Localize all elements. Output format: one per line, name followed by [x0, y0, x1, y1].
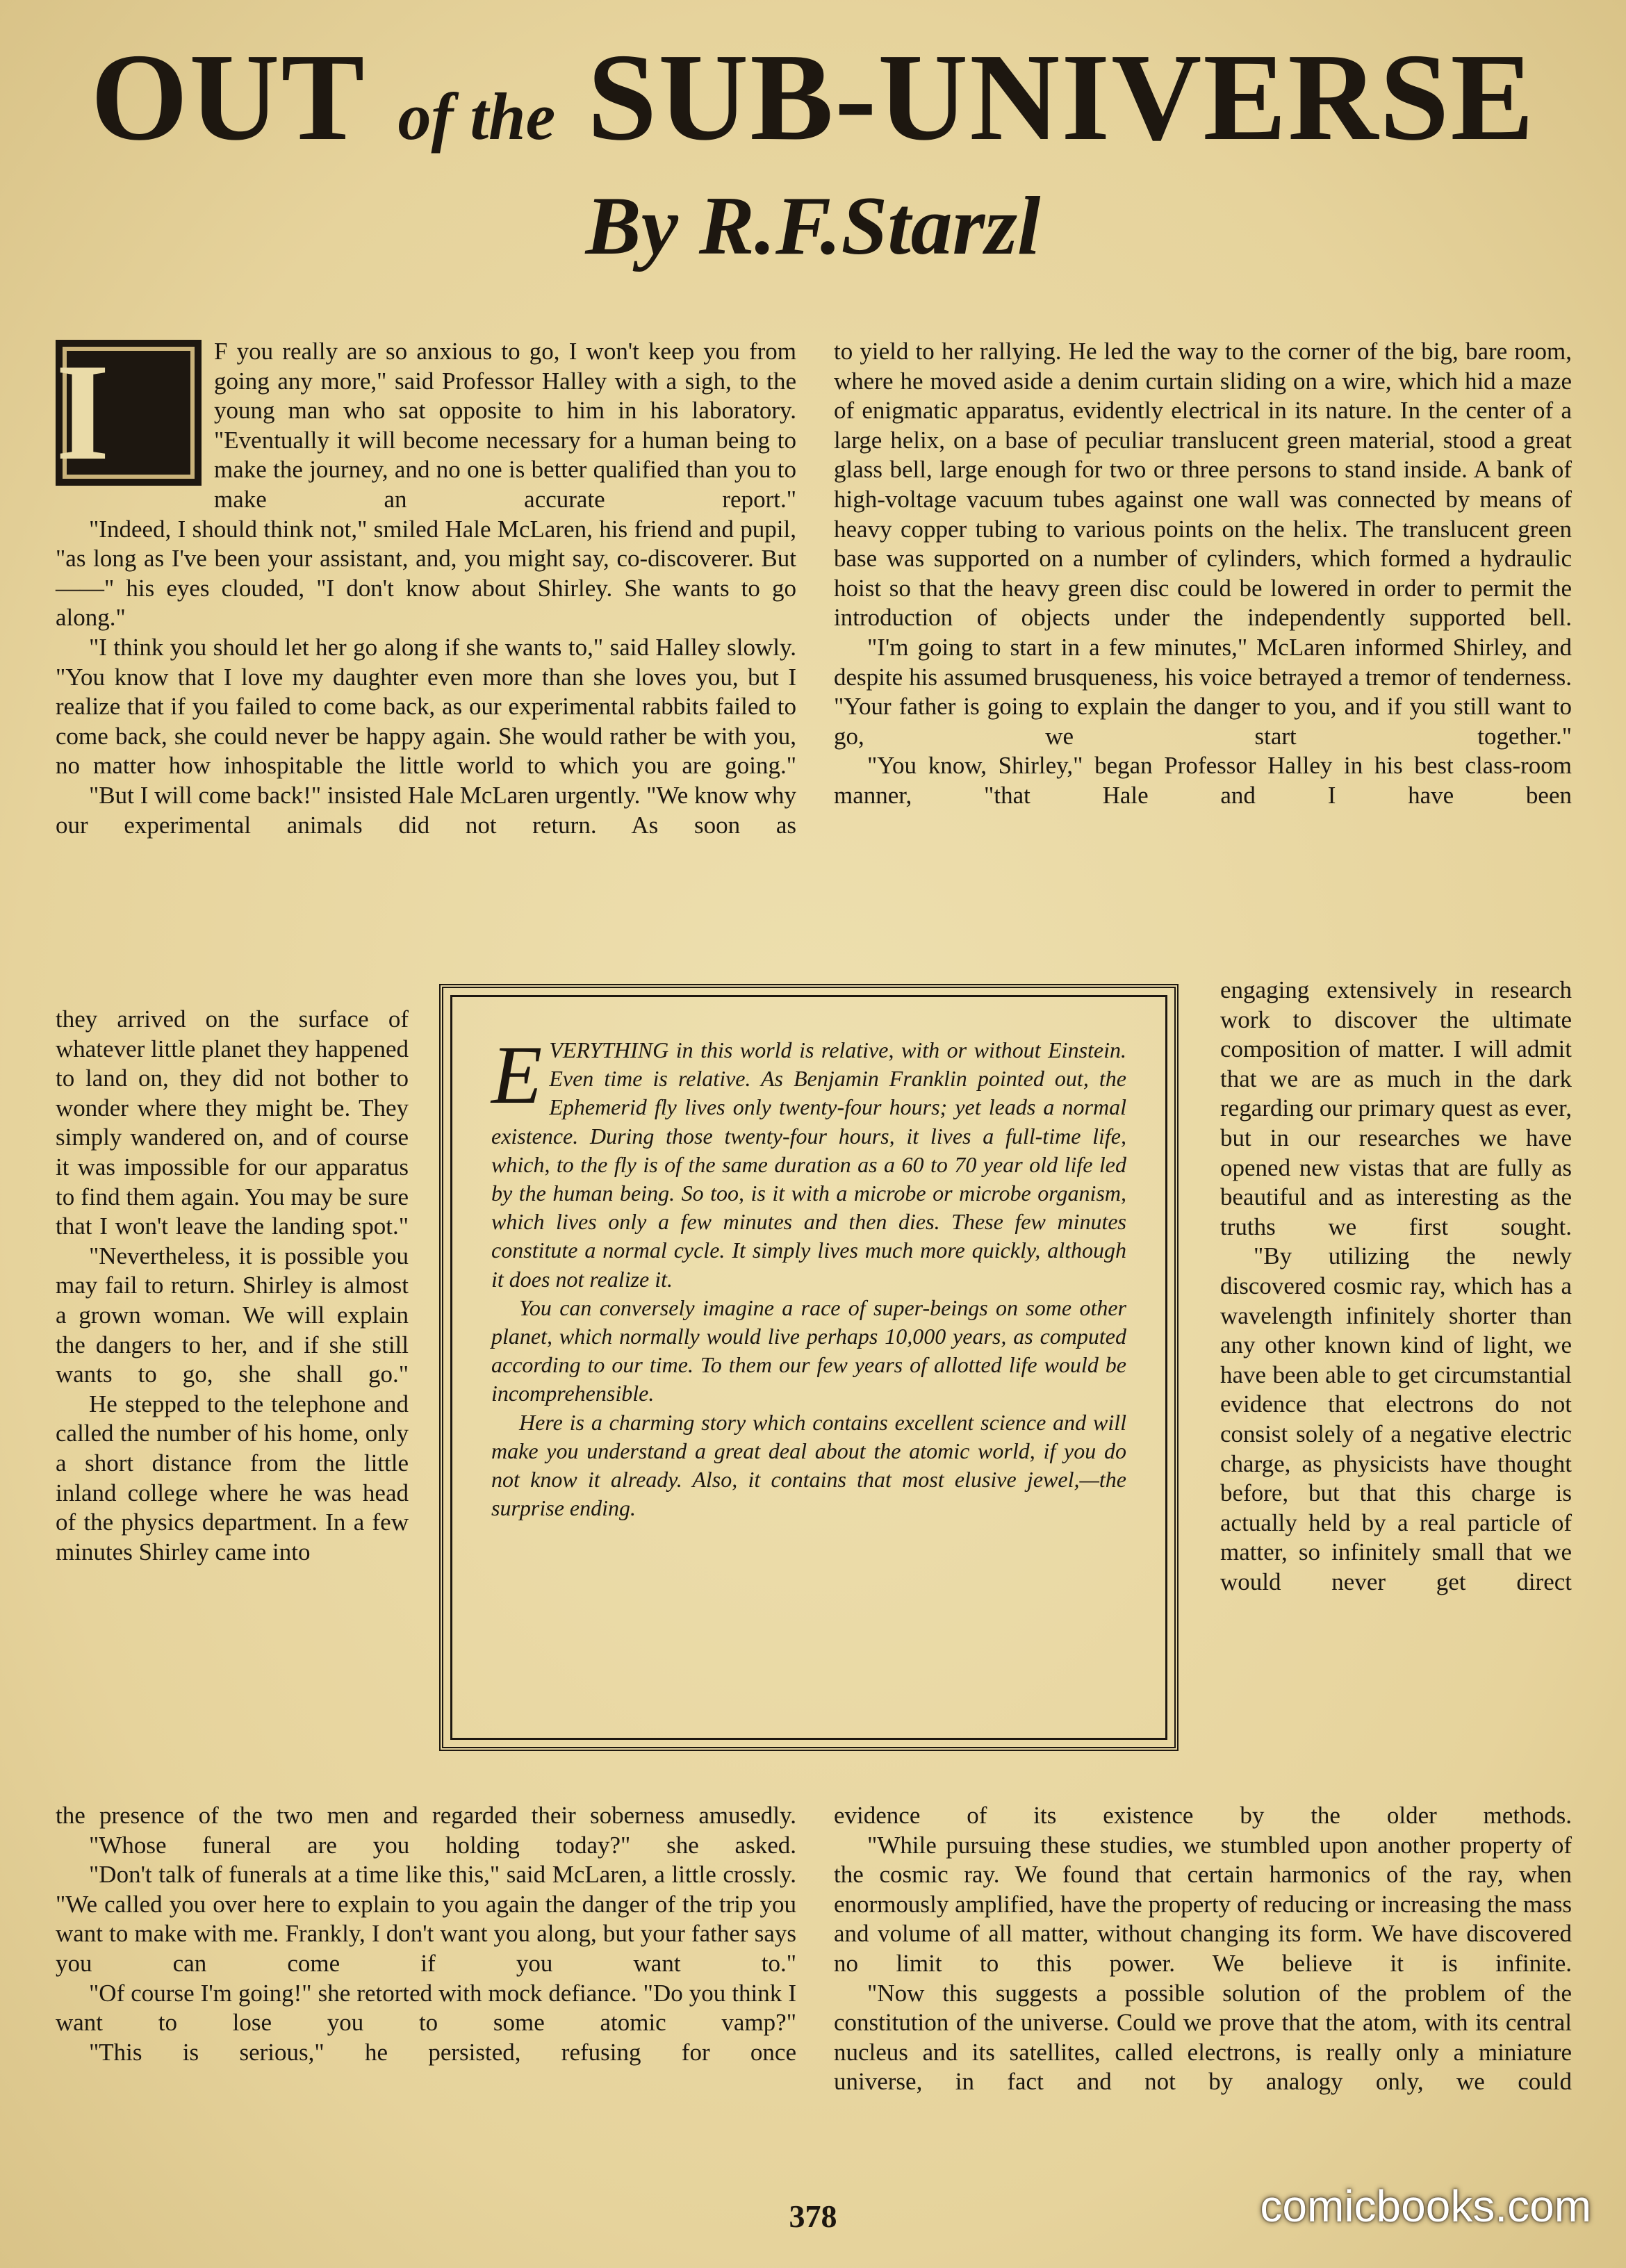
title-sub-universe: SUB-UNIVERSE [587, 28, 1536, 166]
paragraph: evidence of its existence by the older methods. [834, 1802, 1572, 1829]
paragraph: "I think you should let her go along if she wants to," said Halley slowly. "You know that I love my daughter even more than she loves you, but I realize that if you failed to come back, as our experimental rabbits failed to come back, she could never be happy again. She would rather be with you, no matter how inhospitable the little world to which you are going." [56, 633, 796, 780]
story-title [0, 28, 1626, 167]
paragraph: engaging extensively in research work to discover the ultimate composition of matter. I will admit that we are as much in the dark regarding our primary quest as ever, but in our researches we have opened new vistas that are fully as beautiful and as interesting as the truths we first sought. [1220, 976, 1572, 1240]
watermark-logo: comicbooks.com [1260, 2181, 1591, 2231]
paragraph: they arrived on the surface of whatever little planet they happened to land on, they did not bother to wonder where they might be. They simply wandered on, and of course it was impossible for our apparatus to find them again. You may be sure that I won't leave the landing spot." [56, 1005, 409, 1240]
paragraph: "Indeed, I should think not," smiled Hale McLaren, his friend and pupil, "as long as I've been your assistant, and, you might say, co-discoverer. But ——" his eyes clouded, "I don't know about Shirley. She wants to go along." [56, 515, 796, 632]
paragraph: He stepped to the telephone and called the number of his home, only a short distance from the little inland college where he was head of the physics department. In a few minutes Shirley came into [56, 1390, 409, 1566]
right-column-narrow [1220, 976, 1572, 1800]
box-dropcap: E [491, 1028, 543, 1121]
paragraph: Here is a charming story which contains excellent science and will make you understand a great deal about the atomic world, if you do not know it already. Also, it contains that most elusive jewel,—the surprise ending. [491, 1409, 1126, 1521]
right-column-bottom [834, 1801, 1572, 2190]
byline: By R.F.Starzl [585, 179, 1041, 272]
paragraph: "Whose funeral are you holding today?" she asked. [89, 1831, 796, 1859]
editorial-introduction-text [450, 995, 1167, 1740]
box-paragraph-text: VERYTHING in this world is relative, with or without Einstein. Even time is relative. As Benjamin Franklin pointed out, the Ephemerid fly lives only twenty-four hours; yet leads a normal existence. During those twenty-four hours, it lives a full-time life, which, to the fly is of the same duration as a 60 to 70 year old life led by the human being. So too, is it with a microbe or microbe organism, which lives only a few minutes and then dies. These few minutes constitute a normal cycle. It simply lives much more quickly, although it does not realize it. [491, 1037, 1126, 1292]
right-column-top [834, 337, 1572, 976]
paragraph: "Now this suggests a possible solution of the problem of the constitution of the universe. Could we prove that the atom, with its central nucleus and its satellites, called electrons, is really only a miniature universe, in fact and not by analogy only, we could [834, 1979, 1572, 2096]
title-of-the: of the [397, 79, 556, 154]
paragraph: You can conversely imagine a race of super-beings on some other planet, which normally would live perhaps 10,000 years, as computed according to our time. To them our few years of allotted life would be incomprehensible. [491, 1295, 1126, 1406]
paragraph: the presence of the two men and regarded their soberness amusedly. [56, 1802, 796, 1829]
paragraph: "While pursuing these studies, we stumbled upon another property of the cosmic ray. We found that certain harmonics of the ray, when enormously amplified, have the property of reducing or increasing the mass and volume of all matter, without changing its form. We have discovered no limit to this power. We believe it is infinite. [834, 1831, 1572, 1977]
editorial-introduction-box [439, 984, 1179, 1751]
left-column-narrow [56, 1005, 409, 1800]
dropcap-letter: I [56, 340, 202, 486]
paragraph: "But I will come back!" insisted Hale McLaren urgently. "We know why our experimental animals did not return. As soon as [56, 781, 796, 839]
paragraph: "Of course I'm going!" she retorted with mock defiance. "Do you think I want to lose you to some atomic vamp?" [56, 1979, 796, 2037]
paragraph: to yield to her rallying. He led the way to the corner of the big, bare room, where he moved aside a denim curtain sliding on a wire, which hid a maze of enigmatic apparatus, evidently electrical in its nature. In the center of a large helix, on a base of peculiar translucent green material, stood a great glass bell, large enough for two or three persons to stand inside. A bank of high-voltage vacuum tubes against one wall was connected by means of heavy copper tubing to various points on the helix. The translucent green base was supported on a number of cylinders, which formed a hydraulic hoist so that the heavy green disc could be lowered in order to permit the introduction of objects under the independently supported bell. [834, 338, 1572, 632]
left-column-bottom [56, 1801, 796, 2190]
left-column-top [56, 337, 796, 1004]
title-out: OUT [90, 28, 366, 166]
paragraph: "Nevertheless, it is possible you may fail to return. Shirley is almost a grown woman. We will explain the dangers to her, and if she still wants to go, she shall go." [56, 1242, 409, 1388]
paragraph [491, 1028, 1126, 1294]
page-number: 378 [789, 2199, 837, 2234]
paragraph: "By utilizing the newly discovered cosmic ray, which has a wavelength infinitely shorter than any other known kind of light, we have been able to get circumstantial evidence that electrons do not consist solely of a negative electric charge, as physicists have thought before, but that this charge is actually held by a real particle of matter, so infinitely small that we would never get direct [1220, 1242, 1572, 1595]
paragraph: F you really are so anxious to go, I won't keep you from going any more," said Professor Halley with a sigh, to the young man who sat opposite to him in his laboratory. "Eventually it will become necessary for a human being to make the journey, and no one is better qualified than you to make an accurate report." [214, 338, 796, 513]
paragraph: "You know, Shirley," began Professor Halley in his best class-room manner, "that Hale and I have been [834, 752, 1572, 809]
paragraph: "Don't talk of funerals at a time like this," said McLaren, a little crossly. "We called you over here to explain to you again the danger of the trip you want to make with me. Frankly, I don't want you along, but your father says you can come if you want to." [56, 1861, 796, 1977]
paragraph: "I'm going to start in a few minutes," McLaren informed Shirley, and despite his assumed brusqueness, his voice betrayed a tremor of tenderness. "Your father is going to explain the danger to you, and if you still want to go, we start together." [834, 633, 1572, 750]
paragraph: "This is serious," he persisted, refusing for once [89, 2038, 796, 2066]
